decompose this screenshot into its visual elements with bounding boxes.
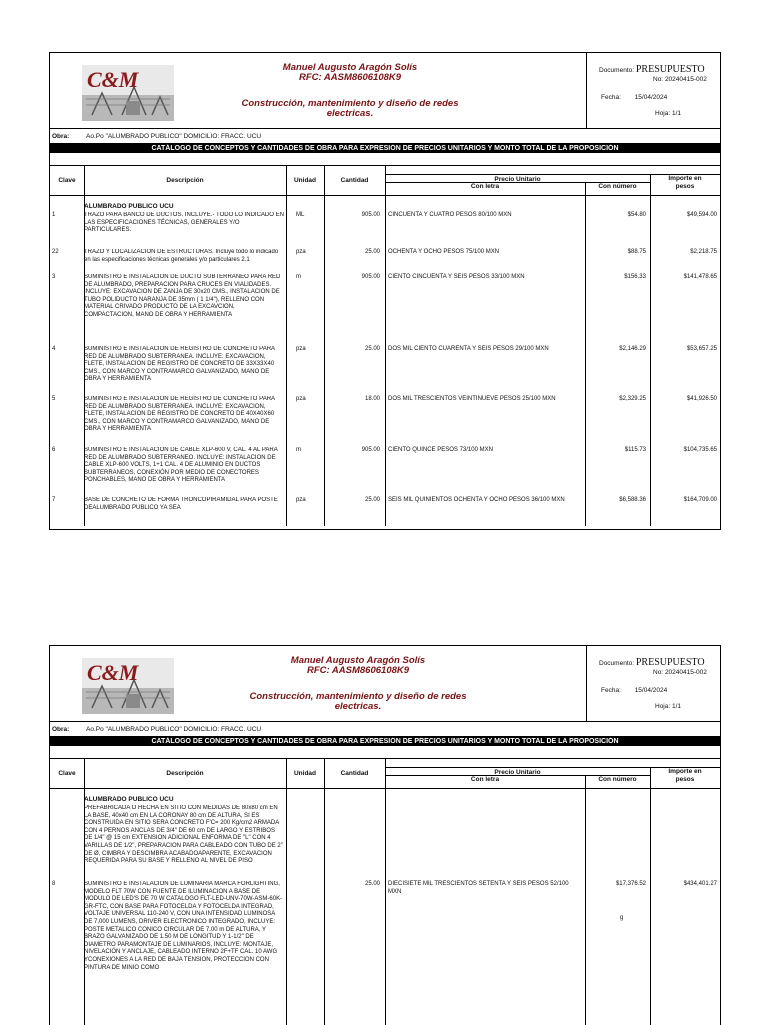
row-importe: $49,594.00	[686, 212, 717, 218]
row-description: SUMINISTRO E INSTALACION DE REGISTRO DE CONCRETO PARA RED DE ALUMBRADO SUBTERRANEA. INCLUYE: EXCAVACION, FLETE, INSTALACION DE REGISTRO DE CONCRETO DE 40X40X60 CMS., CON MARCO Y CONTRAMARCO GALVANIZADO, MANO DE OBRA Y HERRAMIENTA	[84, 396, 275, 433]
col-con-numero: Con número	[598, 183, 637, 190]
row-clave: 1	[52, 212, 56, 218]
row-description: PREFABRICADA O HECHA EN SITIO CON MEDIDAS DE 80x80 cm EN LA BASE, 40x40 cm EN LA CORONAY 80 cm DE ALTURA, SI ES CONSTRUIDA EN SITIO SERA CONCRETO F'C= 200 Kg/cm2 ARMADA CON 4 PERNOS ANCLAS DE 3/4" DE 60 cm DE LARGO Y ESTRIBOS DE 1/4" @ 15 cm EXTENSION ADICIONAL ENFORMA DE "L" CON 4 VARILLAS DE 1/2", PREPARACION PARA CABLEADO CON TUBO DE 2" DE Ø, CIMBRA Y DESCIMBRA ACABADOAPARENTE, EXCAVACION REQUERIDA PARA SU BASE Y RELLENO AL NIVEL DE PISO	[84, 805, 283, 865]
company-tagline	[200, 99, 500, 119]
section-title: ALUMBRADO PUBLICO UCU	[84, 796, 174, 803]
obra-row	[50, 722, 720, 737]
row-con-letra: SEIS MIL QUINIENTOS OCHENTA Y OCHO PESOS 36/100 MXN	[388, 497, 565, 503]
row-clave: 4	[52, 346, 56, 352]
row-cantidad: 25.00	[364, 249, 380, 255]
row-clave: 3	[52, 274, 56, 280]
fecha-value: 15/04/2024	[634, 687, 668, 694]
row-unidad: m	[296, 274, 301, 280]
row-cantidad: 25.00	[364, 497, 380, 503]
no-value: 20240415-002	[664, 76, 707, 83]
tagline-line-1: Construcción, mantenimiento y diseño de redes	[249, 691, 467, 702]
col-importe: Importe en pesos	[668, 175, 702, 190]
row-cantidad: 18.00	[364, 396, 380, 402]
row-unidad: m	[296, 447, 301, 453]
no-value: 20240415-002	[664, 669, 707, 676]
fecha-label: Fecha:	[601, 687, 621, 694]
company-rfc: RFC: AASM8606108K9	[306, 665, 410, 676]
col-cantidad: Cantidad	[340, 177, 369, 184]
row-con-numero: $6,588.36	[619, 497, 646, 503]
col-unidad: Unidad	[293, 770, 317, 777]
company-name: Manuel Augusto Aragón Solís	[290, 655, 426, 666]
sheet-header	[50, 646, 720, 722]
company-logo	[82, 658, 174, 714]
col-con-numero: Con número	[598, 776, 637, 783]
row-cantidad: 905.00	[361, 274, 380, 280]
row-cantidad: 25.00	[364, 346, 380, 352]
row-cantidad: 905.00	[361, 212, 380, 218]
tagline-line-1: Construcción, mantenimiento y diseño de redes	[241, 98, 459, 109]
obra-value: Ao.Po "ALUMBRADO PUBLICO" DOMICILIO: FRACC. UCU	[86, 133, 262, 140]
col-descripcion: Descripción	[166, 177, 204, 184]
no-label: No:	[653, 669, 664, 676]
row-unidad: pza	[296, 249, 306, 255]
row-con-numero: $115.73	[624, 447, 646, 453]
row-con-numero: $54.80	[627, 212, 646, 218]
row-description: SUMINISTRO E INSTALACION DE REGISTRO DE CONCRETO PARA RED DE ALUMBRADO SUBTERRANEA. INCLUYE: EXCAVACION, FLETE, INSTALACION DE REGISTRO DE CONCRETO DE 33X33X40 CMS., CON MARCO Y CONTRAMARCO GALVANIZADO, MANO DE OBRA Y HERRAMIENTA	[84, 346, 275, 383]
hoja-value: 1/1	[672, 703, 682, 710]
catalog-title: CATÁLOGO DE CONCEPTOS Y CANTIDADES DE OBRA PARA EXPRESIÓN DE PRECIOS UNITARIOS Y MONTO TOTAL DE LA PROPOSICIÓN	[50, 144, 720, 153]
table-body	[50, 196, 720, 526]
col-cantidad: Cantidad	[340, 770, 369, 777]
logo-graphic	[82, 65, 174, 121]
row-description: SUMINISTRO E INSTALACION DE DUCTO SUBTERRANEO PARA RED DE ALUMBRADO, PREPARACION PARA CRUCES EN VIALIDADES. INCLUYE: EXCAVACION DE ZANJA DE 30x20 CMS., INSTALACION DE TUBO POLIDUCTO NARANJA DE 35mm ( 1 1/4"), RELLENO CON MATERIAL CRIVADO PRODUCTO DE LA EXCAVCION, COMPACTACION, MANO DE OBRA Y HERRAMIENTA	[84, 274, 281, 318]
stray-mark: g	[620, 915, 624, 921]
row-con-numero: $156.33	[624, 274, 646, 280]
company-logo	[82, 65, 174, 121]
row-con-numero: $2,329.25	[619, 396, 646, 402]
company-name: Manuel Augusto Aragón Solís	[282, 62, 418, 73]
obra-label: Obra:	[52, 133, 70, 140]
col-con-letra: Con letra	[470, 776, 500, 783]
spacer-row	[50, 153, 720, 166]
tagline-line-2: electricas.	[334, 701, 382, 712]
hoja-value: 1/1	[672, 110, 682, 117]
row-clave: 22	[52, 249, 59, 255]
table-header	[50, 759, 720, 789]
row-cantidad: 25.00	[364, 881, 380, 887]
section-title: ALUMBRADO PUBLICO UCU	[84, 203, 174, 210]
no-label: No:	[653, 76, 664, 83]
row-unidad: ML	[296, 212, 305, 218]
logo-graphic	[82, 658, 174, 714]
row-unidad: pza	[296, 497, 306, 503]
documento-label: Documento:	[599, 67, 635, 74]
row-con-letra: OCHENTA Y OCHO PESOS 75/100 MXN	[388, 249, 500, 255]
col-precio-unitario: Precio Unitario	[494, 176, 541, 183]
catalog-title: CATÁLOGO DE CONCEPTOS Y CANTIDADES DE OBRA PARA EXPRESIÓN DE PRECIOS UNITARIOS Y MONTO TOTAL DE LA PROPOSICIÓN	[50, 737, 720, 746]
row-con-letra: CIENTO QUINCE PESOS 73/100 MXN	[388, 447, 493, 453]
row-clave: 8	[52, 881, 56, 887]
row-cantidad: 905.00	[361, 447, 380, 453]
row-description: SUMINISTRO E INSTALACION DE CABLE XLP-600 V, CAL. 4 AL PARA RED DE ALUMBRADO SUBTERRANEO. INCLUYE: INSTALACION DE CABLE XLP-600 VOLTS, 1+1 CAL. 4 DE ALUMINIO EN DUCTOS SUBTERRANEOS, CONEXIÓN POR MEDIO DE CONECTORES PONCHABLES, MANO DE OBRA Y HERRAMIENTA	[84, 447, 278, 484]
row-importe: $164,709.00	[683, 497, 717, 503]
obra-row	[50, 129, 720, 144]
hoja-label: Hoja:	[655, 703, 671, 710]
row-clave: 6	[52, 447, 56, 453]
row-con-numero: $2,146.29	[619, 346, 646, 352]
row-con-numero: $88.75	[627, 249, 646, 255]
table-header	[50, 166, 720, 196]
row-con-letra: CIENTO CINCUENTA Y SEIS PESOS 33/100 MXN	[388, 274, 525, 280]
row-importe: $53,657.25	[686, 346, 717, 352]
row-description: TRAZO Y LOCALIZACIÓN DE ESTRUCTURAS. Incluye todo lo indicado en las especificaciones técnicas generales y/o particulares 2.1	[84, 249, 279, 263]
row-con-letra: DOS MIL TRESCIENTOS VEINTINUEVE PESOS 25/100 MXN	[388, 396, 556, 402]
hoja-label: Hoja:	[655, 110, 671, 117]
row-importe: $104,735.65	[683, 447, 717, 453]
col-unidad: Unidad	[293, 177, 317, 184]
obra-value: Ao.Po "ALUMBRADO PUBLICO" DOMICILIO: FRACC. UCU	[86, 726, 262, 733]
company-block	[208, 656, 508, 676]
svg-text:C&M: C&M	[87, 67, 139, 92]
col-clave: Clave	[58, 177, 76, 184]
row-con-letra: DIECISIETE MIL TRESCIENTOS SETENTA Y SEIS PESOS 52/100 MXN	[388, 881, 569, 895]
documento-value: PRESUPUESTO	[635, 657, 705, 668]
company-tagline	[208, 692, 508, 712]
row-con-letra: DOS MIL CIENTO CUARENTA Y SEIS PESOS 29/100 MXN	[388, 346, 549, 352]
budget-sheet-page-1	[49, 52, 721, 530]
row-description: SUMINISTRO E INSTALACION DE LUMINARIA MARCA FORLIGHTING, MODELO FLT 70W CON FUENTE DE ILUMINACION A BASE DE MODULO DE LED'S DE 70 W CATALOGO FLT-LED-UNV-70W-ASM-60K-GR-FTC, CON BASE PARA FOTOCELDA Y FOTOCELDA INTEGRAD, VOLTAJE UNIVERSAL 110-240 V, CON UNA INTENSIDAD LUMINOSA DE 7,000 LUMENS, DRIVER ELECTRONICO INTEGRADO, INCLUYE: POSTE METALICO CONICO CIRCULAR DE 7.00 m DE ALTURA, Y BRAZO GALVANIZADO DE 1.50 M DE LONGITUD Y 1-1/2" DE DIAMETRO PARAMONTAJE DE LUMINARIOS, INCLUYE: MONTAJE, NIVELACIÓN Y ANCLAJE, CABLEADO INTERNO 2F+TF CAL. 10 AWG YCONEXIONES A LA RED DE BAJA TENSION, PROTECCION CON PINTURA DE MINIO COMO	[84, 881, 283, 971]
document-info	[586, 53, 721, 128]
row-con-letra: CINCUENTA Y CUATRO PESOS 80/100 MXN	[388, 212, 512, 218]
row-importe: $2,218.75	[690, 249, 717, 255]
documento-label: Documento:	[599, 660, 635, 667]
obra-label: Obra:	[52, 726, 70, 733]
sheet-header	[50, 53, 720, 129]
document-info	[586, 646, 721, 721]
fecha-label: Fecha:	[601, 94, 621, 101]
col-clave: Clave	[58, 770, 76, 777]
col-precio-unitario: Precio Unitario	[494, 769, 541, 776]
row-unidad: pza	[296, 396, 306, 402]
table-body	[50, 789, 720, 1025]
col-descripcion: Descripción	[166, 770, 204, 777]
budget-sheet-page-2	[49, 645, 721, 1025]
row-description: TRAZO PARA BANCO DE DUCTOS. INCLUYE.- TODO LO INDICADO EN LAS ESPECIFICACIONES TÉCNICAS, GENERALES Y/O PARTICULARES.	[84, 212, 284, 234]
spacer-row	[50, 746, 720, 759]
row-importe: $141,478.65	[683, 274, 717, 280]
row-clave: 7	[52, 497, 56, 503]
documento-value: PRESUPUESTO	[635, 64, 705, 75]
row-unidad: pza	[296, 346, 306, 352]
company-block	[200, 63, 500, 83]
company-rfc: RFC: AASM8606108K9	[298, 72, 402, 83]
row-clave: 5	[52, 396, 56, 402]
fecha-value: 15/04/2024	[634, 94, 668, 101]
col-importe: Importe en pesos	[668, 768, 702, 783]
row-con-numero: $17,376.52	[615, 881, 646, 887]
tagline-line-2: electricas.	[326, 108, 374, 119]
svg-text:C&M: C&M	[87, 660, 139, 685]
row-description: BASE DE CONCRETO DE FORMA TRONCOPIRAMIDAL PARA POSTE DEALUMBRADO PUBLICO YA SEA	[84, 497, 278, 511]
row-importe: $434,401.27	[683, 881, 717, 887]
row-importe: $41,926.50	[686, 396, 717, 402]
col-con-letra: Con letra	[470, 183, 500, 190]
